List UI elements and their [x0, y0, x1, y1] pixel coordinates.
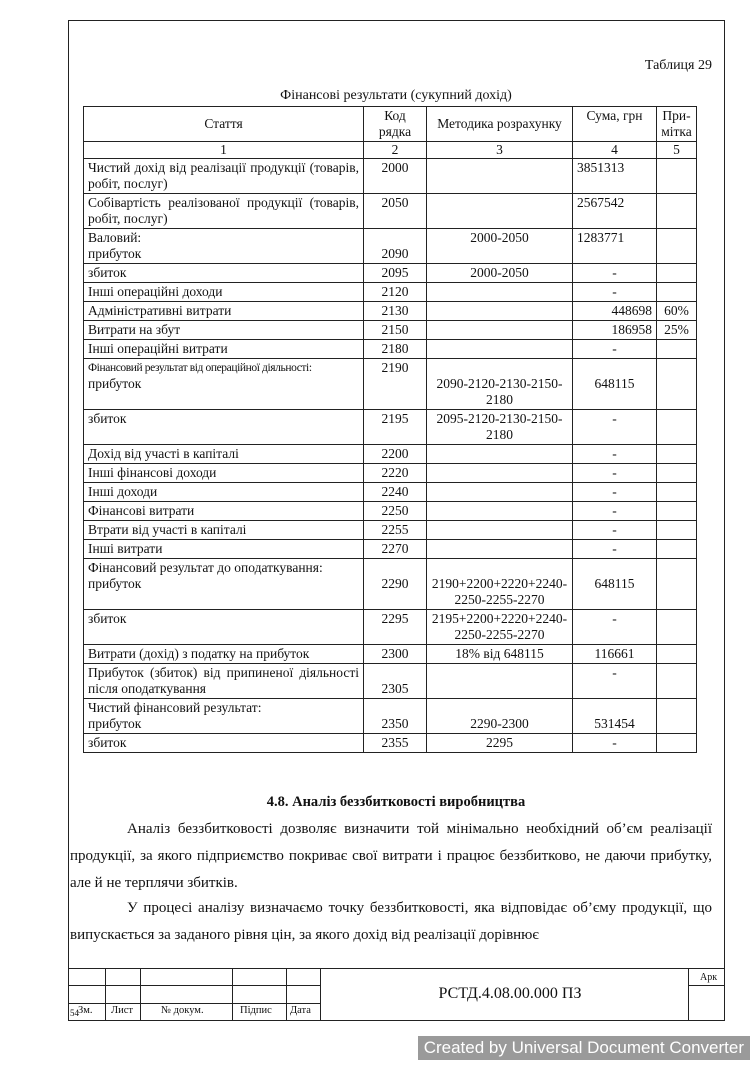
page-mark: 54: [70, 1008, 79, 1018]
note-cell: 60%: [657, 302, 697, 321]
paragraph: У процесі аналізу визначаємо точку беззбитковості, яка відповідає об’єму продукції, що випускається за заданого рівня цін, за якого дохід від реалізації дорівнює: [70, 900, 712, 943]
note-cell: [657, 521, 697, 540]
article-cell: Прибуток (збиток) від припиненої діяльності після оподаткування: [84, 664, 364, 699]
note-cell: [657, 559, 697, 610]
column-number-row: [84, 142, 697, 159]
article-cell: Інші доходи: [84, 483, 364, 502]
code-cell: 2250: [364, 502, 427, 521]
method-cell: 18% від 648115: [427, 645, 573, 664]
method-cell: 2095-2120-2130-2150-2180: [427, 410, 573, 445]
note-cell: [657, 359, 697, 410]
sum-cell: -: [573, 521, 657, 540]
table-row: [84, 264, 697, 283]
code-cell: 2120: [364, 283, 427, 302]
note-cell: [657, 410, 697, 445]
section-title: 4.8. Аналіз беззбитковості виробництва: [266, 794, 526, 810]
table-row: [84, 283, 697, 302]
sum-cell: 116661: [573, 645, 657, 664]
code-cell: 2180: [364, 340, 427, 359]
code-cell: 2220: [364, 464, 427, 483]
header-method: Методика розрахунку: [427, 107, 573, 142]
code-cell: 2130: [364, 302, 427, 321]
method-cell: 2000-2050: [427, 264, 573, 283]
sum-cell: 531454: [573, 699, 657, 734]
header-sum: Сума, грн: [573, 107, 657, 142]
article-cell: Чистий дохід від реалізації продукції (товарів, робіт, послуг): [84, 159, 364, 194]
stamp-label-date: Дата: [290, 1005, 311, 1016]
col-number: 4: [573, 142, 657, 159]
code-cell: 2240: [364, 483, 427, 502]
table-row: [84, 410, 697, 445]
col-number: 2: [364, 142, 427, 159]
sum-cell: -: [573, 734, 657, 753]
article-cell: збиток: [84, 610, 364, 645]
note-cell: [657, 645, 697, 664]
sum-cell: -: [573, 664, 657, 699]
note-cell: 25%: [657, 321, 697, 340]
code-cell: 2255: [364, 521, 427, 540]
table-row: [84, 734, 697, 753]
method-cell: [427, 502, 573, 521]
sum-cell: -: [573, 483, 657, 502]
code-cell: 2190: [364, 359, 427, 410]
code-cell: 2050: [364, 194, 427, 229]
sum-cell: -: [573, 464, 657, 483]
table-row: [84, 645, 697, 664]
sum-cell: 3851313: [573, 159, 657, 194]
method-cell: [427, 194, 573, 229]
method-cell: [427, 321, 573, 340]
stamp-label-sheet: Лист: [111, 1005, 133, 1016]
article-cell: збиток: [84, 410, 364, 445]
code-cell: 2295: [364, 610, 427, 645]
note-cell: [657, 229, 697, 264]
article-cell: [84, 699, 364, 734]
article-subitem: прибуток: [88, 576, 142, 591]
sum-cell: 648115: [573, 359, 657, 410]
code-cell: 2355: [364, 734, 427, 753]
article-cell: Інші витрати: [84, 540, 364, 559]
method-cell: 2090-2120-2130-2150-2180: [427, 359, 573, 410]
note-cell: [657, 664, 697, 699]
method-cell: 2190+2200+2220+2240-2250-2255-2270: [427, 559, 573, 610]
article-cell: [84, 359, 364, 410]
table-row: [84, 464, 697, 483]
table-row: [84, 502, 697, 521]
paragraph: Аналіз беззбитковості дозволяє визначити той мінімально необхідний об’єм реалізації продукції, за якого підприємство покриває свої витрати і працює беззбитково, не даючи прибутку, але й не терплячи збитків.: [70, 821, 712, 891]
table-title: Фінансові результати (сукупний дохід): [280, 88, 512, 103]
method-cell: [427, 664, 573, 699]
note-cell: [657, 159, 697, 194]
note-cell: [657, 610, 697, 645]
col-number: 1: [84, 142, 364, 159]
table-row: [84, 229, 697, 264]
method-cell: [427, 302, 573, 321]
code-cell: 2200: [364, 445, 427, 464]
code-cell: 2270: [364, 540, 427, 559]
sum-cell: -: [573, 283, 657, 302]
table-row: [84, 610, 697, 645]
article-cell: Витрати (дохід) з податку на прибуток: [84, 645, 364, 664]
method-cell: [427, 283, 573, 302]
sum-cell: -: [573, 445, 657, 464]
table-row: [84, 340, 697, 359]
code-cell: 2150: [364, 321, 427, 340]
table-row: [84, 483, 697, 502]
sum-cell: -: [573, 540, 657, 559]
article-subitem: прибуток: [88, 716, 142, 731]
table-row: [84, 664, 697, 699]
sum-cell: 2567542: [573, 194, 657, 229]
method-cell: [427, 483, 573, 502]
note-cell: [657, 502, 697, 521]
method-cell: [427, 464, 573, 483]
article-cell: Адміністративні витрати: [84, 302, 364, 321]
article-cell: Дохід від участі в капіталі: [84, 445, 364, 464]
code-cell: 2195: [364, 410, 427, 445]
table-row: [84, 159, 697, 194]
code-cell: 2000: [364, 159, 427, 194]
code-cell: 2305: [364, 664, 427, 699]
article-cell: Інші операційні витрати: [84, 340, 364, 359]
sheet-label: Арк: [700, 972, 718, 983]
note-cell: [657, 264, 697, 283]
article-heading: Фінансовий результат до оподаткування:: [88, 560, 323, 575]
col-number: 5: [657, 142, 697, 159]
article-cell: Втрати від участі в капіталі: [84, 521, 364, 540]
table-row: [84, 699, 697, 734]
method-cell: [427, 159, 573, 194]
watermark: Created by Universal Document Converter: [418, 1036, 750, 1060]
table-row: [84, 194, 697, 229]
article-heading: Валовий:: [88, 230, 142, 245]
table-row: [84, 540, 697, 559]
header-article: Стаття: [84, 107, 364, 142]
sum-cell: -: [573, 410, 657, 445]
sum-cell: 1283771: [573, 229, 657, 264]
code-cell: 2090: [364, 229, 427, 264]
method-cell: [427, 445, 573, 464]
col-number: 3: [427, 142, 573, 159]
note-cell: [657, 483, 697, 502]
code-cell: 2300: [364, 645, 427, 664]
article-subitem: прибуток: [88, 246, 142, 261]
method-cell: 2290-2300: [427, 699, 573, 734]
note-cell: [657, 699, 697, 734]
sum-cell: 448698: [573, 302, 657, 321]
note-cell: [657, 194, 697, 229]
sum-cell: 648115: [573, 559, 657, 610]
sum-cell: -: [573, 502, 657, 521]
header-code: Код рядка: [364, 107, 427, 142]
method-cell: 2295: [427, 734, 573, 753]
code-cell: 2350: [364, 699, 427, 734]
stamp-label-signature: Підпис: [240, 1005, 272, 1016]
table-row: [84, 521, 697, 540]
note-cell: [657, 283, 697, 302]
article-cell: Собівартість реалізованої продукції (товарів, робіт, послуг): [84, 194, 364, 229]
article-cell: збиток: [84, 734, 364, 753]
table-row: [84, 559, 697, 610]
table-number: Таблиця 29: [644, 58, 712, 73]
method-cell: [427, 540, 573, 559]
method-cell: 2195+2200+2220+2240-2250-2255-2270: [427, 610, 573, 645]
sum-cell: -: [573, 610, 657, 645]
article-cell: [84, 559, 364, 610]
financial-results-table: [83, 106, 697, 753]
article-cell: Витрати на збут: [84, 321, 364, 340]
article-cell: збиток: [84, 264, 364, 283]
sum-cell: -: [573, 340, 657, 359]
stamp-label-doc-number: № докум.: [161, 1005, 204, 1016]
method-cell: [427, 340, 573, 359]
article-heading: Фінансовий результат від операційної діяльності:: [88, 362, 312, 374]
article-heading: Чистий фінансовий результат:: [88, 700, 262, 715]
code-cell: 2095: [364, 264, 427, 283]
stamp-label-change: Зм.: [78, 1005, 93, 1016]
method-cell: [427, 521, 573, 540]
note-cell: [657, 445, 697, 464]
article-cell: Інші операційні доходи: [84, 283, 364, 302]
table-row: [84, 445, 697, 464]
note-cell: [657, 340, 697, 359]
article-cell: [84, 229, 364, 264]
article-cell: Фінансові витрати: [84, 502, 364, 521]
method-cell: 2000-2050: [427, 229, 573, 264]
table-header-row: [84, 107, 697, 142]
article-cell: Інші фінансові доходи: [84, 464, 364, 483]
article-subitem: прибуток: [88, 376, 142, 391]
sum-cell: -: [573, 264, 657, 283]
sum-cell: 186958: [573, 321, 657, 340]
header-note: При-мітка: [657, 107, 697, 142]
table-row: [84, 302, 697, 321]
table-row: [84, 359, 697, 410]
note-cell: [657, 464, 697, 483]
note-cell: [657, 734, 697, 753]
code-cell: 2290: [364, 559, 427, 610]
note-cell: [657, 540, 697, 559]
document-code: РСТД.4.08.00.000 ПЗ: [438, 985, 582, 1002]
table-row: [84, 321, 697, 340]
